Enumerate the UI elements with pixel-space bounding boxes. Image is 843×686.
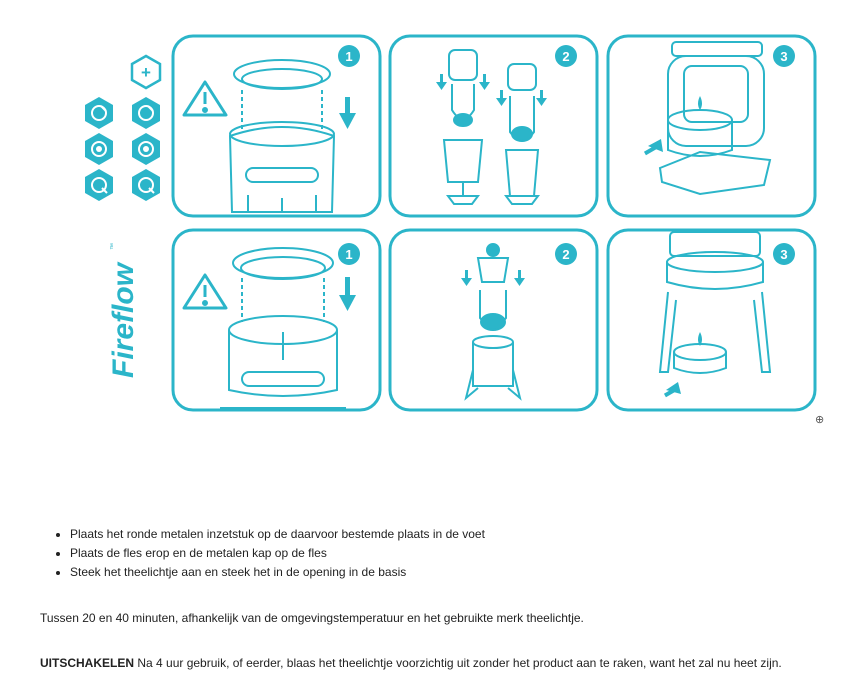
- ring-insert-drawing: [230, 60, 334, 212]
- svg-text:2: 2: [562, 247, 570, 262]
- bottle-variant-icon: [132, 133, 160, 165]
- bottle-variant-icons: [85, 56, 160, 201]
- down-arrow-icon: [339, 97, 356, 129]
- step-badge: [773, 45, 795, 67]
- insert-arrow-icon: [644, 139, 663, 155]
- svg-text:2: 2: [562, 49, 570, 64]
- flame-icon: [698, 96, 702, 110]
- candle-stand-drawing: [660, 42, 770, 194]
- switch-off-label: UITSCHAKELEN: [40, 656, 135, 670]
- instruction-list: [52, 525, 485, 582]
- bottle-variant-icon: [85, 169, 113, 201]
- list-item: • Steek het theelichtje aan en steek het in de opening in de basis: [70, 563, 485, 582]
- plus-symbol: +: [141, 63, 151, 82]
- step-badge: [338, 243, 360, 265]
- step-badge: [555, 243, 577, 265]
- plus-hex-icon: [132, 56, 160, 88]
- warning-icon: [184, 275, 226, 308]
- ring-insert-drawing: [220, 248, 346, 408]
- zoom-icon[interactable]: ⊕: [815, 414, 825, 426]
- step-badge: [773, 243, 795, 265]
- bottle-variant-icon: [132, 169, 160, 201]
- list-item: • Plaats de fles erop en de metalen kap op de fles: [70, 544, 485, 563]
- down-arrow-icon: [339, 277, 356, 311]
- svg-text:3: 3: [780, 49, 788, 64]
- bottle-variant-icon: [85, 97, 113, 129]
- svg-text:™: ™: [110, 243, 117, 250]
- warning-icon: [184, 82, 226, 115]
- panel-frames: [173, 36, 815, 410]
- switch-off-text: Na 4 uur gebruik, of eerder, blaas het theelichtje voorzichtig uit zonder het product aan te raken, want het zal nu heet zijn.: [134, 656, 782, 670]
- step-badge: [555, 45, 577, 67]
- bottle-drawing: [466, 244, 520, 398]
- down-arrow-icon: [461, 270, 525, 286]
- fireflow-logo: [107, 243, 140, 378]
- svg-text:3: 3: [780, 247, 788, 262]
- svg-text:1: 1: [345, 49, 353, 64]
- bottle-drawing: [444, 50, 538, 204]
- insert-arrow-icon: [664, 382, 681, 397]
- step-badge: [338, 45, 360, 67]
- svg-text:1: 1: [345, 247, 353, 262]
- candle-stand-drawing: [660, 232, 770, 373]
- switch-off-paragraph: [40, 656, 782, 670]
- bottle-variant-icon: [85, 133, 113, 165]
- duration-text: Tussen 20 en 40 minuten, afhankelijk van de omgevingstemperatuur en het gebruikte merk theelichtje.: [40, 611, 584, 625]
- svg-text:Fireflow: Fireflow: [107, 262, 140, 378]
- bottle-variant-icon: [132, 97, 160, 129]
- list-item: • Plaats het ronde metalen inzetstuk op de daarvoor bestemde plaats in de voet: [70, 525, 485, 544]
